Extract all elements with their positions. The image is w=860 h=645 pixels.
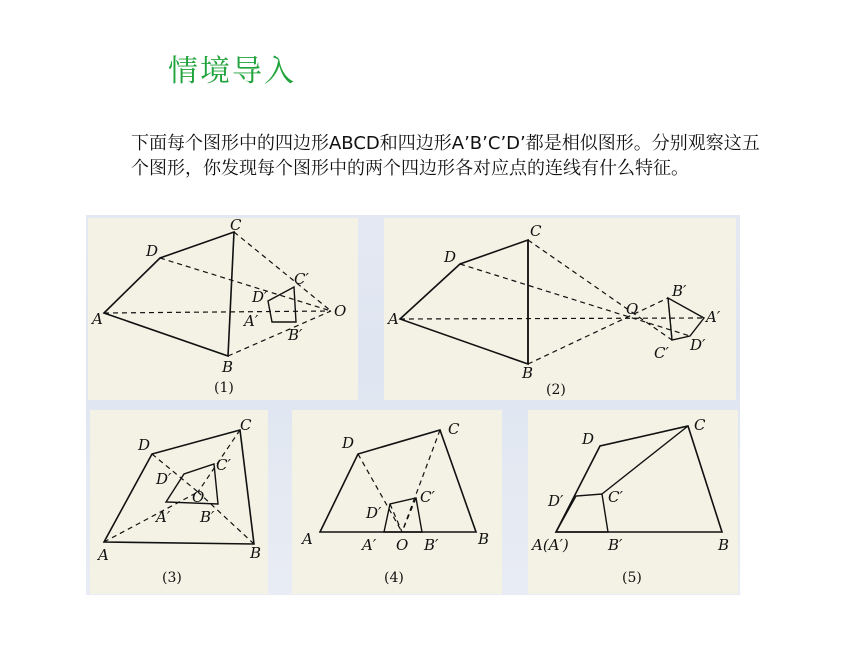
label-B: B <box>250 544 262 562</box>
label-B: B <box>522 364 534 382</box>
label-A: A <box>98 546 109 564</box>
label-C: C <box>530 222 542 240</box>
label-A1: A′ <box>706 308 721 326</box>
label-A1: A′ <box>244 312 259 330</box>
page-title: 情境导入 <box>168 54 296 89</box>
label-A: A <box>92 310 103 328</box>
problem-text: 下面每个图形中的四边形ABCD和四边形A’B’C’D’都是相似图形。分别观察这五个图形，你发现每个图形中的两个四边形各对应点的连线有什么特征。 <box>131 133 760 179</box>
label-A: A <box>302 530 313 548</box>
figure-2 <box>384 218 736 400</box>
figure-1 <box>88 218 358 400</box>
label-C: C <box>448 420 460 438</box>
label-O: O <box>192 488 205 506</box>
label-O: O <box>334 302 347 320</box>
label-D1: D′ <box>252 288 268 306</box>
label-B: B <box>478 530 490 548</box>
label-D1: D′ <box>156 470 172 488</box>
quad-abcd <box>104 430 254 544</box>
label-O: O <box>626 300 639 318</box>
label-B1: B′ <box>608 536 623 554</box>
label-D: D <box>138 436 151 454</box>
label-D1: D′ <box>548 492 564 510</box>
label-C1: C′ <box>608 488 623 506</box>
label-D1: D′ <box>366 504 382 522</box>
label-B1: B′ <box>200 508 215 526</box>
label-A1: A′ <box>156 508 171 526</box>
quad-a1b1c1d1 <box>384 498 422 532</box>
label-D: D <box>146 242 159 260</box>
quad-a1b1c1d1 <box>556 494 608 532</box>
label-B1: B′ <box>672 282 687 300</box>
label-C1: C′ <box>294 270 309 288</box>
label-D: D <box>444 248 457 266</box>
caption-5: (5) <box>622 570 642 586</box>
label-B1: B′ <box>424 536 439 554</box>
label-C1: C′ <box>654 344 669 362</box>
caption-4: (4) <box>384 570 404 586</box>
label-A1: A′ <box>362 536 377 554</box>
label-A: A <box>388 310 399 328</box>
label-O: O <box>396 536 409 554</box>
figure-3 <box>90 410 268 594</box>
label-D: D <box>582 430 595 448</box>
quad-abcd <box>104 232 234 356</box>
caption-3: (3) <box>162 570 182 586</box>
label-D: D <box>342 434 355 452</box>
label-C1: C′ <box>420 488 435 506</box>
quad-abcd <box>400 240 528 364</box>
label-C1: C′ <box>216 456 231 474</box>
caption-1: (1) <box>214 380 234 396</box>
label-C: C <box>240 416 252 434</box>
label-B: B <box>718 536 730 554</box>
caption-2: (2) <box>546 382 566 398</box>
label-C: C <box>230 218 242 234</box>
figure-5 <box>528 410 738 594</box>
quad-abcd <box>556 426 722 532</box>
figure-4 <box>292 410 502 594</box>
label-B: B <box>222 358 234 376</box>
label-D1: D′ <box>690 336 706 354</box>
quad-a1b1c1d1 <box>668 298 704 340</box>
label-B1: B′ <box>288 326 303 344</box>
label-A-A1: A(A′) <box>532 536 569 554</box>
label-C: C <box>694 416 706 434</box>
